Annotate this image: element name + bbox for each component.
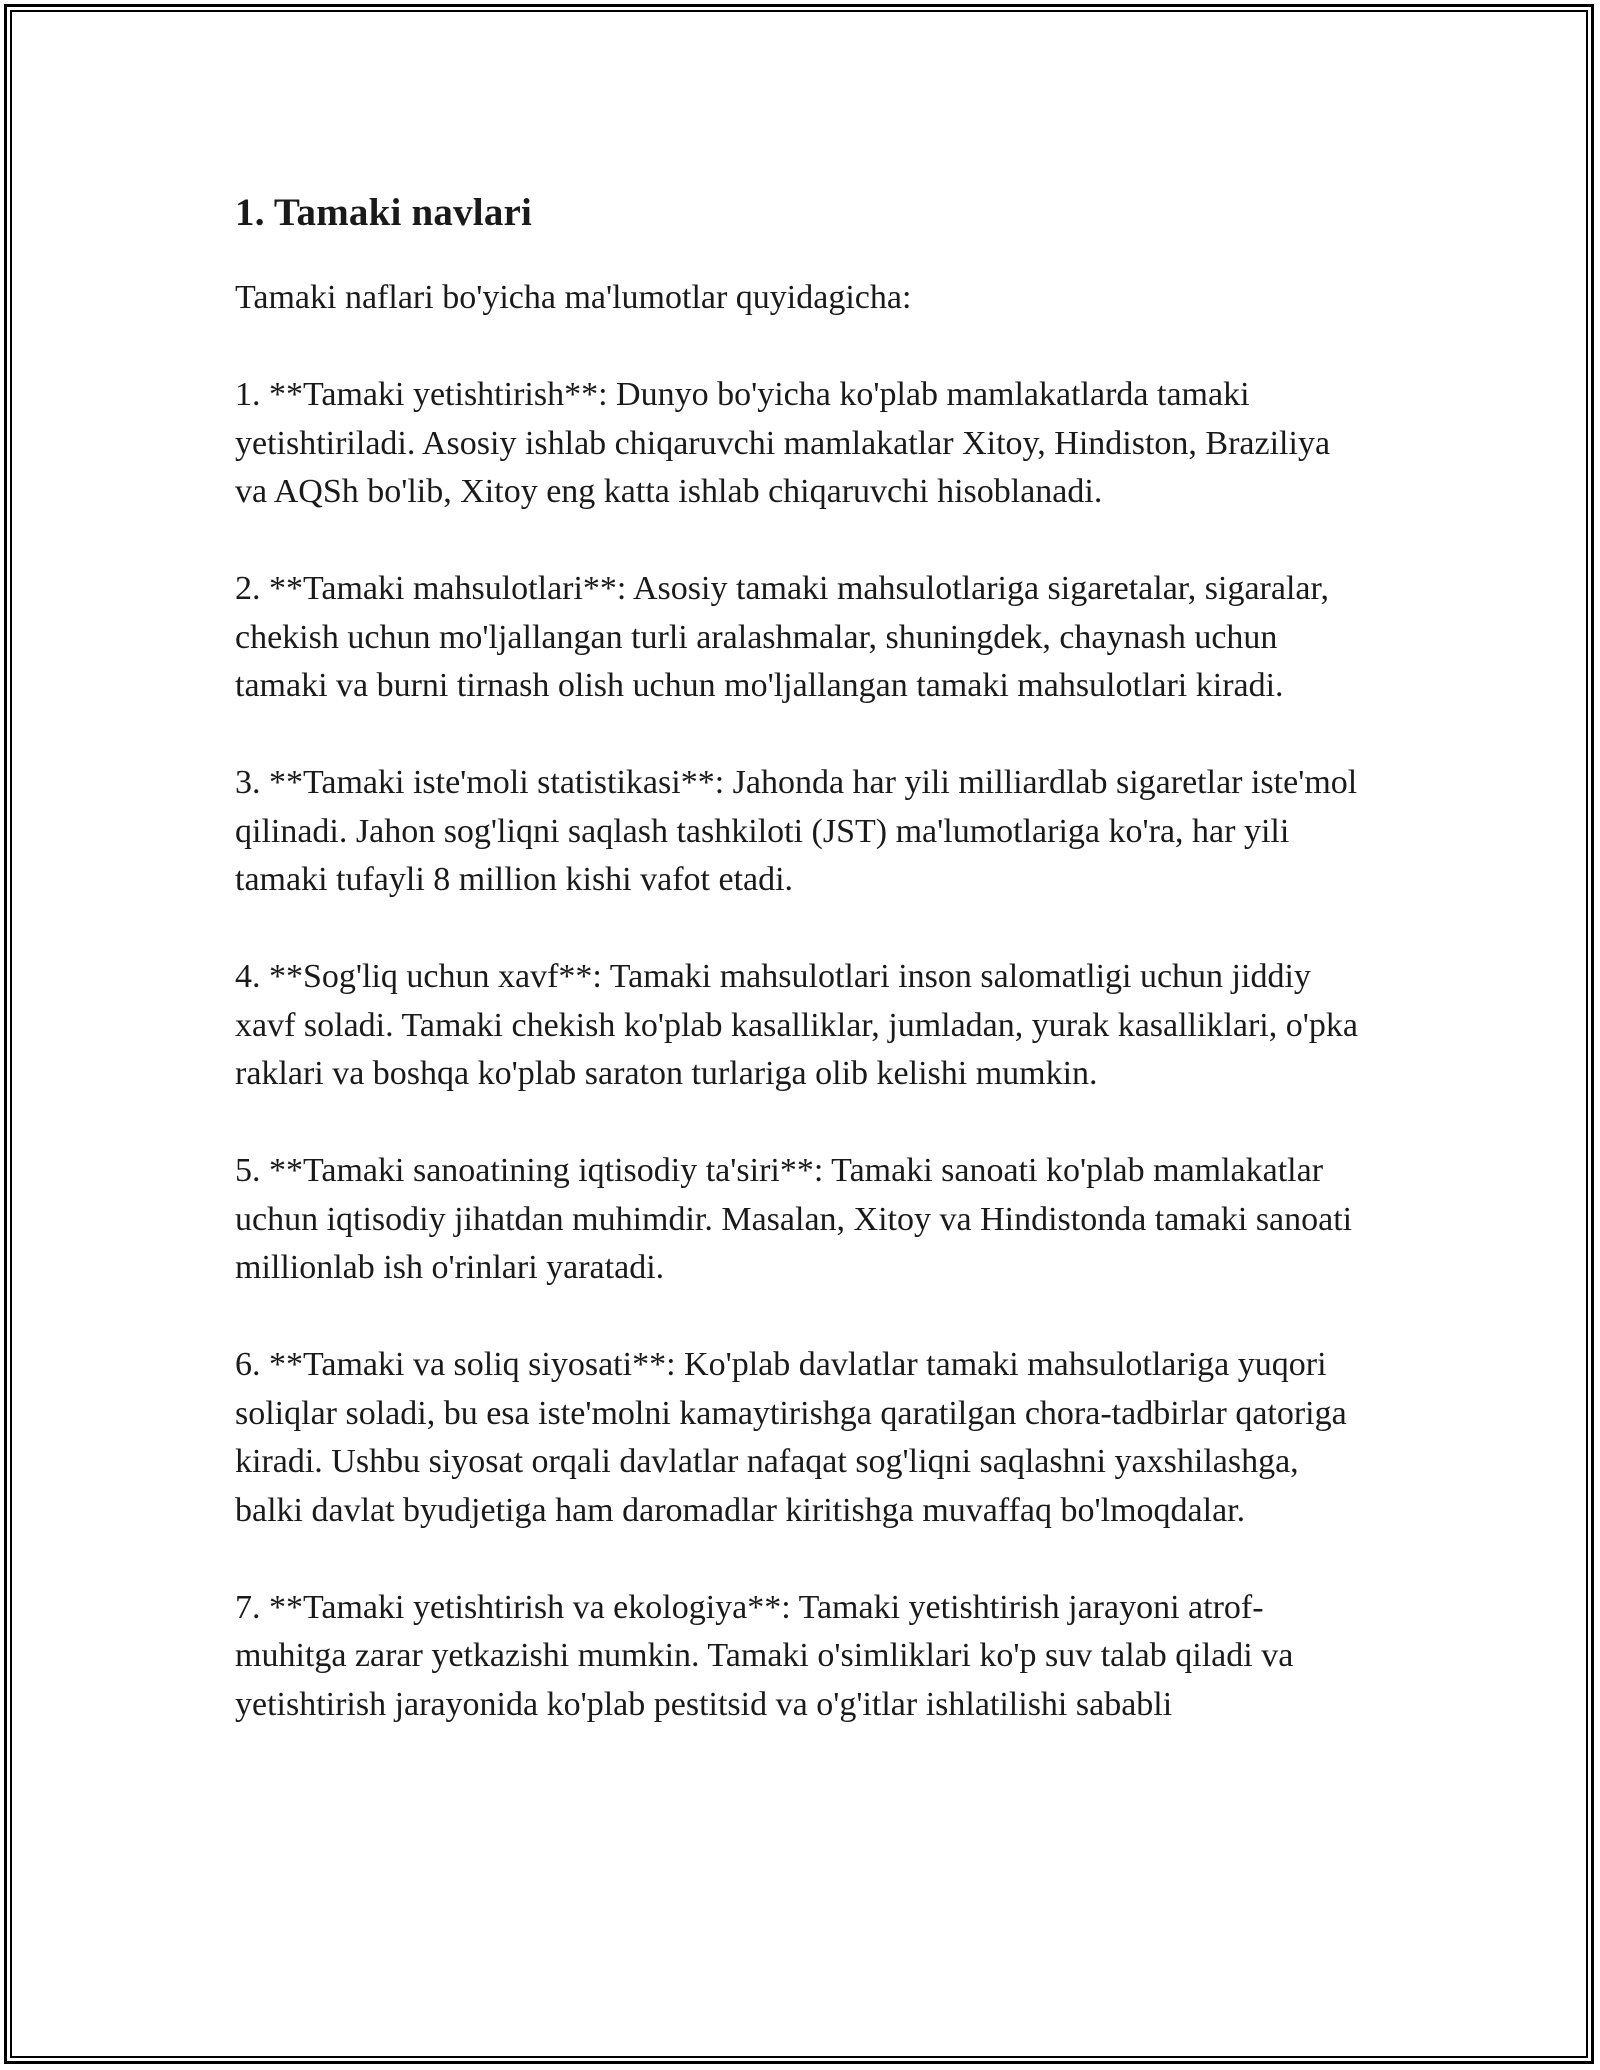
- paragraph-4: 4. **Sog'liq uchun xavf**: Tamaki mahsulotlari inson salomatligi uchun jiddiy xavf soladi. Tamaki chekish ko'plab kasalliklar, jumladan, yurak kasalliklari, o'pka raklari va boshqa ko'plab saraton turlariga olib kelishi mumkin.: [235, 958, 1358, 1092]
- paragraph-3: 3. **Tamaki iste'moli statistikasi**: Jahonda har yili milliardlab sigaretlar iste'mol qilinadi. Jahon sog'liqni saqlash tashkiloti (JST) ma'lumotlariga ko'ra, har yili tamaki tufayli 8 million kishi vafot etadi.: [235, 764, 1358, 898]
- paragraph-1: 1. **Tamaki yetishtirish**: Dunyo bo'yicha ko'plab mamlakatlarda tamaki yetishtiriladi. Asosiy ishlab chiqaruvchi mamlakatlar Xitoy, Hindiston, Braziliya va AQSh bo'lib, Xitoy eng katta ishlab chiqaruvchi hisoblanadi.: [235, 376, 1331, 510]
- paragraph-6: 6. **Tamaki va soliq siyosati**: Ko'plab davlatlar tamaki mahsulotlariga yuqori soliqlar soladi, bu esa iste'molni kamaytirishga qaratilgan chora-tadbirlar qatoriga kiradi. Ushbu siyosat orqali davlatlar nafaqat sog'liqni saqlashni yaxshilashga, balki davlat byudjetiga ham daromadlar kiritishga muvaffaq bo'lmoqdalar.: [235, 1346, 1347, 1529]
- section-heading: 1. Tamaki navlari: [235, 191, 533, 234]
- paragraph-2: 2. **Tamaki mahsulotlari**: Asosiy tamaki mahsulotlariga sigaretalar, sigaralar, chekish uchun mo'ljallangan turli aralashmalar, shuningdek, chaynash uchun tamaki va burni tirnash olish uchun mo'ljallangan tamaki mahsulotlari kiradi.: [235, 570, 1329, 704]
- paragraph-5: 5. **Tamaki sanoatining iqtisodiy ta'siri**: Tamaki sanoati ko'plab mamlakatlar uchun iqtisodiy jihatdan muhimdir. Masalan, Xitoy va Hindistonda tamaki sanoati millionlab ish o'rinlari yaratadi.: [235, 1152, 1353, 1286]
- document-body: [235, 178, 1365, 1778]
- paragraph-7: 7. **Tamaki yetishtirish va ekologiya**: Tamaki yetishtirish jarayoni atrof-muhitga zarar yetkazishi mumkin. Tamaki o'simliklari ko'p suv talab qiladi va yetishtirish jarayonida ko'plab pestitsid va o'g'itlar ishlatilishi sababli: [235, 1588, 1294, 1723]
- intro-paragraph: Tamaki naflari bo'yicha ma'lumotlar quyidagicha:: [235, 279, 912, 316]
